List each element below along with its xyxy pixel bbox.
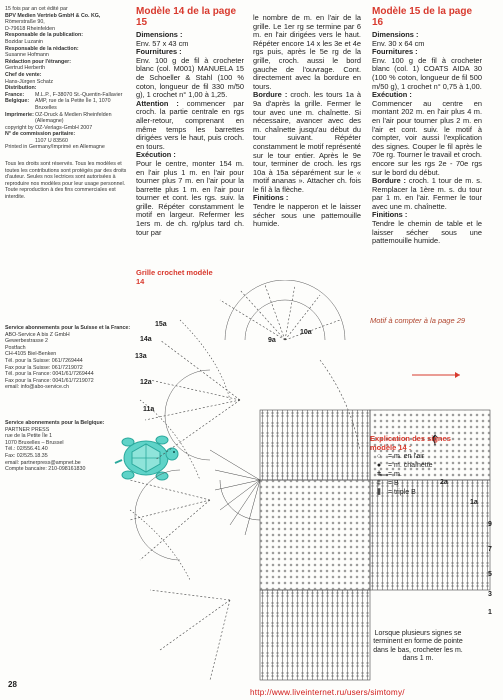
site-url: http://www.liveinternet.ru/users/simtomy/ — [250, 688, 405, 697]
row-label-15a: 15a — [155, 321, 167, 328]
legend-text: = m. en l'air — [388, 453, 425, 460]
resp-red-name: Susanne Hofmann — [5, 52, 49, 59]
resp-pub-name: Bozidar Luzanin — [5, 38, 43, 45]
model14-exec-heading: Exécution : — [136, 150, 176, 160]
red-etr-title: Rédaction pour l'étranger: — [5, 58, 72, 65]
resp-red-title: Responsable de la rédaction: — [5, 45, 79, 52]
printed-line: Printed in Germany/Imprimé en Allemagne — [5, 144, 105, 151]
legend-row — [370, 452, 465, 461]
subscribe-ch-title: Service abonnements pour la Suisse et la France: — [5, 325, 131, 331]
belgique-label: Belgique: — [5, 98, 30, 105]
subscribe-line: email: info@abo-service.ch — [5, 384, 69, 391]
model15-title: Modèle 15 de la page 16 — [372, 6, 473, 28]
model15-four-heading: Fournitures : — [372, 47, 418, 57]
model14-col1 — [136, 6, 244, 237]
row-label-13a: 13a — [135, 353, 147, 360]
slip-stitch-symbol-icon: ● — [376, 462, 382, 469]
legend-row — [370, 461, 465, 470]
resp-pub-title: Responsable de la publication: — [5, 32, 83, 39]
subscribe-line: ABO-Service A bis Z GmbH — [5, 331, 70, 338]
row-label-11a: 11a — [143, 406, 155, 413]
end-note: Lorsque plusieurs signes se terminent en forme de pointe dans le bas, crocheter les m. dans 1 m. — [373, 630, 463, 662]
legend-text: = m. — [388, 471, 402, 478]
row-label-9a: 9a — [268, 337, 276, 344]
red-etr-name: Gertrud Herberth — [5, 65, 46, 72]
chef-name: Hans-Jürgen Schatz — [5, 78, 53, 85]
row-label-7: 7 — [488, 546, 492, 553]
model15-fin-heading: Finitions : — [372, 210, 408, 220]
copyright: copyright by OZ-Verlags-GmbH 2007 — [5, 124, 93, 131]
subscribe-line: PARTNER PRESS — [5, 426, 50, 433]
model14-col2-text: le nombre de m. en l'air de la grille. Le 1er rg se termine par 6 m. en l'air dirigées vers le haut. Répéter encore 14 x les 3e et 4e rgs puis, après le 5e rg de la grille, croch. aussi le bord gauche de l'ouvrage. Cont. directement avec la bordure en tours. — [253, 13, 361, 91]
model14-dim: Env. 57 x 43 cm — [136, 38, 189, 48]
model14-title: Modèle 14 de la page 15 — [136, 6, 237, 28]
publisher-line: Römerstraße 90, — [5, 19, 45, 26]
subscribe-be — [5, 420, 110, 473]
subscribe-line: Tél.: 02/556.41.40 — [5, 446, 48, 453]
subscribe-line: Gewerbestrasse 2 — [5, 338, 48, 345]
legend-row — [370, 488, 465, 497]
subscribe-line: Compte bancaire: 210-0981618​30 — [5, 466, 86, 473]
impr-value: OZ-Druck & Medien Rheinfelden (Allemagne) — [35, 111, 112, 125]
legend-text: = m. chaînette — [388, 462, 433, 469]
subscribe-line: Tél. pour la Suisse: 061/7269444 — [5, 357, 83, 364]
row-label-1: 1 — [488, 609, 492, 616]
impr-label: Imprimerie: — [5, 111, 34, 118]
page-number: 28 — [8, 680, 17, 689]
ncp-value: 1107 U 83560 — [35, 137, 68, 144]
row-label-5: 5 — [488, 571, 492, 578]
belgique-value: AMP, rue de la Petite Île 1, 1070 Bruxelles — [35, 98, 111, 111]
belgique-row — [5, 98, 133, 111]
ncp-title: N° de commission paritaire: — [5, 131, 76, 138]
model15-exec-heading: Exécution : — [372, 90, 412, 100]
row-label-2a: 2a — [440, 479, 448, 486]
row-label-10a: 10a — [300, 329, 312, 336]
impr-row — [5, 112, 133, 125]
model15-dim-heading: Dimensions : — [372, 30, 419, 39]
grid-title: Grille crochet modèle 14 — [136, 268, 213, 286]
subscribe-line: Fax pour la France: 0041/61/7219072 — [5, 377, 94, 384]
publisher-line: 15 fois par an cet édité par — [5, 6, 68, 12]
model15-bord: croch. 1 tour de m. s. Remplacer la 1ère m. s. du tour par 1 m. en l'air. Fermer le tour avec une m. chaînette. — [372, 176, 482, 211]
publisher-line: BPV Medien Vertrieb GmbH & Co. KG, — [5, 12, 101, 19]
row-label-9: 9 — [488, 521, 492, 528]
subscribe-line: rue de la Petite Île 1 — [5, 433, 53, 440]
signs-legend — [370, 434, 465, 497]
model15-exec: Commencer au centre en montant 202 m. en l'air plus 4 m. en l'air pour tourner plus 2 m. en l'air et cont. suiv. le motif à compter, voir aussi l'explication des signes. Couper le fil après le 70e rg. Tourner le travail et croch. encore sur les rgs 2e - 70e rgs sur le bord du début. — [372, 98, 482, 177]
publisher-line: D-79618 Rheinfelden — [5, 25, 56, 32]
subscribe-line: 1070 Bruxelles – Brussel — [5, 439, 64, 446]
row-label-12a: 12a — [140, 379, 152, 386]
subscribe-ch — [5, 325, 133, 391]
imprint-block — [5, 6, 133, 201]
model14-fin-heading: Finitions : — [253, 193, 289, 203]
model14-dim-heading: Dimensions : — [136, 30, 183, 39]
france-label: France: — [5, 91, 25, 98]
triple-treble-symbol-icon: ⫼ — [377, 489, 381, 496]
row-label-1a: 1a — [470, 499, 478, 506]
row-label-14a: 14a — [140, 336, 152, 343]
model14-col2 — [253, 14, 361, 229]
subscribe-line: CH-4105 Biel-Benken — [5, 351, 57, 358]
subscribe-be-title: Service abonnements pour la Belgique: — [5, 420, 105, 426]
chain-symbol-icon: ○ — [376, 453, 382, 460]
subscribe-line: email: partnerpress@ampnet.be — [5, 459, 81, 466]
model14-fin: Tendre le napperon et le laisser sécher sous une pattemouille humide. — [253, 202, 361, 229]
model15-dim: Env. 30 x 64 cm — [372, 38, 425, 48]
subscribe-line: Fax: 02/525.18.35 — [5, 452, 48, 459]
legend-title: Explication des signes modèle 14 : — [370, 434, 451, 452]
row-label-3: 3 — [488, 591, 492, 598]
rights-text: Tous les droits sont réservés. Tous les modèles et toutes les contributions sont protégés par des droits d'auteur. Seules nos lectrices sont autorisées à reproduire nos modèles pour leur usage personnel. Toute reproduction à des fins commerciales est interdite. — [5, 161, 127, 201]
subscribe-line: Postfach — [5, 344, 26, 351]
distrib-title: Distribution: — [5, 85, 37, 92]
treble-symbol-icon: ‡ — [377, 480, 381, 487]
legend-row — [370, 470, 465, 479]
chef-title: Chef de vente: — [5, 71, 42, 78]
legend-text: = triple B — [388, 489, 416, 496]
model15-fin: Tendre le chemin de table et le laisser sécher sous une pattemouille humide. — [372, 219, 482, 246]
model14-exec: Pour le centre, monter 154 m. en l'air plus 1 m. en l'air pour tourner plus 7 m. en l'air pour la barrette plus 1 m. en l'air pour tourner et cont. les rgs. suiv. la grille. Répéter constamment le motif en largeur. Refermer les 1ers m. de ch. rg/plus tard ch. tour par — [136, 158, 244, 237]
legend-text: = B — [388, 480, 399, 487]
france-value: M.L.P., F-38070 St.-Quentin-Fallavier — [35, 91, 123, 98]
legend-row — [370, 479, 465, 488]
model14-four-heading: Fournitures : — [136, 47, 182, 57]
model14-four: Env. 100 g de fil à crocheter blanc (col. M001) MANUELA 15 de Schoeller & Stahl (100 % coton, longueur de fil 330 m/50 g), 1 crochet n° 1,00 à 1,25. — [136, 55, 244, 100]
subscribe-line: Fax pour la Suisse: 061/7219072 — [5, 364, 83, 371]
model14-att: commencer par croch. la partie centrale en rgs aller-retour, comprenant en même temps les barrettes dirigées vers le haut, puis croch. en tours. — [136, 98, 244, 151]
model15-bord-heading: Bordure : — [372, 176, 407, 186]
model15-col — [372, 6, 482, 246]
stitch-symbol-icon: ǂ — [376, 471, 382, 478]
subscribe-line: Tél. pour la France: 0041/61/7269444 — [5, 371, 94, 378]
model14-bord-heading: Bordure : — [253, 90, 288, 100]
model15-four: Env. 100 g de fil à crocheter blanc (col. 1) COATS AIDA 30 (100 % coton, longueur de fil 500 m/50 g), 1 crochet n° 0,75 à 1,00. — [372, 55, 482, 91]
motif-note: Motif à compter à la page 29 — [370, 316, 466, 325]
model14-bord: croch. les tours 1a à 9a d'après la grille. Fermer le tour avec une m. chaînette. Si nécessaire, avancer avec des m. chaînette jusqu'au début du tour suivant. Répéter constamment le motif représenté sur le tour entier. Après le 9e tour, terminer de croch. les rgs 10a à 15a séparément sur le « motif ananas ». Attacher ch. fois le fil à la flèche. — [253, 90, 361, 194]
model14-att-heading: Attention : — [136, 98, 179, 108]
